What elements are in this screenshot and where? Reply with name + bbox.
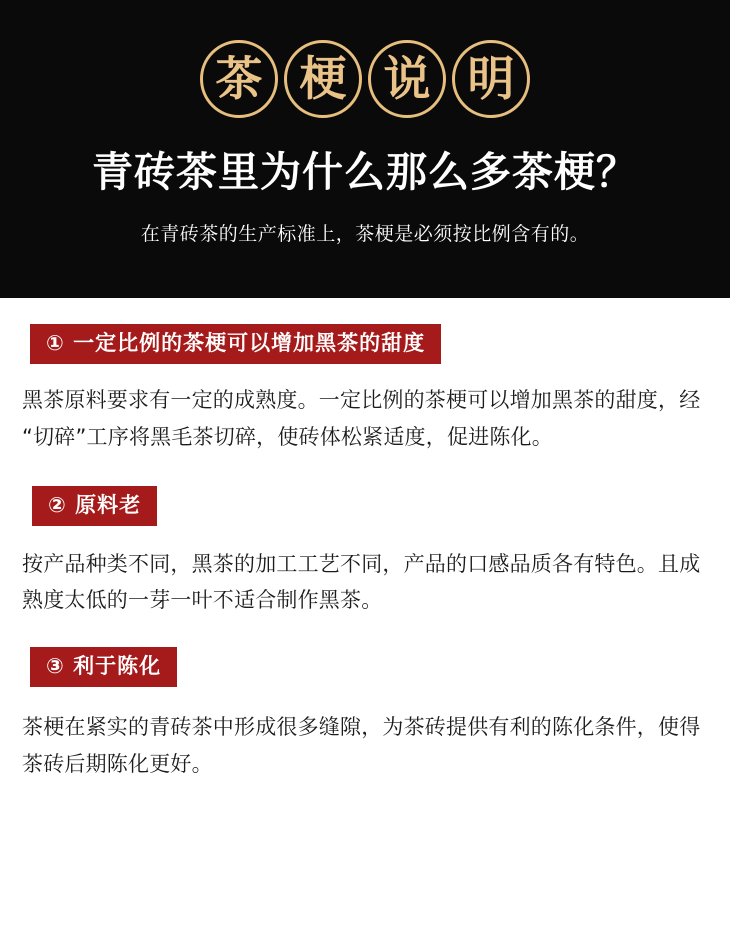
section-1-body: 黑茶原料要求有一定的成熟度。一定比例的茶梗可以增加黑茶的甜度，经“切碎”工序将黑毛茶切碎，使砖体松紧适度，促进陈化。 [22, 388, 701, 449]
section-1-heading: ① 一定比例的茶梗可以增加黑茶的甜度 [30, 324, 441, 364]
page-title: 青砖茶里为什么那么多茶梗？ [92, 148, 638, 196]
circled-char-3: 说 [368, 40, 446, 118]
circled-char-1: 茶 [200, 40, 278, 118]
section-1 [22, 324, 708, 456]
circled-char-2: 梗 [284, 40, 362, 118]
section-3-body: 茶梗在紧实的青砖茶中形成很多缝隙，为茶砖提供有利的陈化条件，使得茶砖后期陈化更好。 [22, 715, 701, 776]
page-subtitle: 在青砖茶的生产标准上，茶梗是必须按比例含有的。 [140, 223, 590, 246]
section-2 [22, 486, 708, 620]
section-3-heading: ③ 利于陈化 [30, 647, 177, 687]
section-2-body: 按产品种类不同，黑茶的加工工艺不同，产品的口感品质各有特色。且成熟度太低的一芽一叶不适合制作黑茶。 [22, 551, 701, 613]
section-2-heading: ② 原料老 [32, 486, 157, 526]
section-3 [22, 647, 708, 783]
hero-banner [0, 0, 730, 298]
content-area [0, 298, 730, 783]
circled-char-4: 明 [452, 40, 530, 118]
circled-title [0, 40, 730, 118]
